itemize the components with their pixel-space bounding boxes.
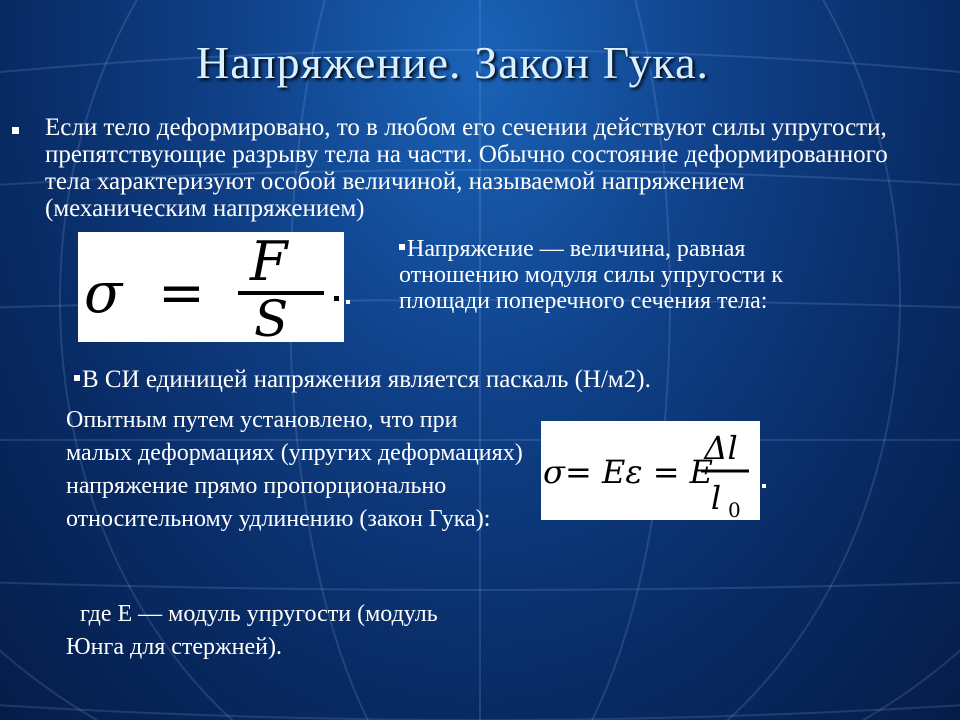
formula-l: l [710,479,722,517]
formula-equals: = [158,261,205,326]
bullet-marker [399,244,405,250]
stress-definition: Напряжение — величина, равная отношению модуля силы упругости к площади поперечного сечения тела: [399,236,784,314]
formula-denominator-s: S [254,290,289,342]
stress-formula [78,232,344,342]
hooke-law-paragraph: Опытным путем установлено, что при малых деформациях (упругих деформациях) напряжение прямо пропорционально относительному удлинению (закон Гука): [66,407,523,532]
formula-e-epsilon: = Eε = E [565,453,714,491]
formula-dot [346,300,350,304]
formula-subscript-zero: 0 [728,498,741,520]
slide-title: Напряжение. Закон Гука. [195,37,710,88]
bullet-marker [8,123,28,143]
si-unit-line: В СИ единицей напряжения является паскаль (Н/м2). [74,366,774,393]
hooke-formula [541,421,760,520]
bullet-marker [74,375,80,381]
formula-delta-l: Δl [704,429,738,467]
formula-dot [762,484,766,488]
modulus-line-1: где E — модуль упругости (модуль [80,601,438,627]
formula-numerator-f: F [250,232,288,293]
modulus-paragraph [66,598,526,664]
intro-paragraph: Если тело деформировано, то в любом его сечении действуют силы упругости, препятствующие разрыву тела на части. Обычно состояние деформированного тела характеризуют особой величиной, называемой напряжением (механическим напряжением) [45,114,888,222]
modulus-line-2: Юнга для стержней). [66,634,282,660]
formula-sigma: σ [543,453,565,491]
formula-sigma: σ [84,261,123,326]
